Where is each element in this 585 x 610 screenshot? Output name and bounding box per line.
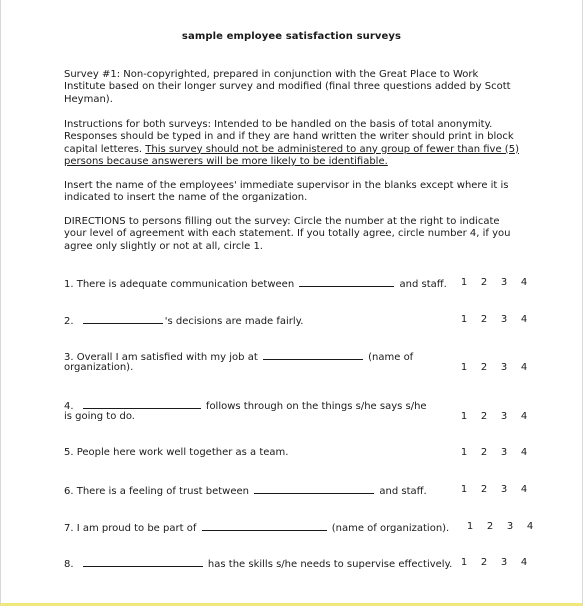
intro-line: Institute based on their longer survey and modified (final three questions added by Scott [64, 81, 511, 93]
instructions-warning: This survey should not be administered to any group of fewer than five (5) [145, 143, 519, 155]
insert-note-paragraph [64, 180, 534, 205]
rating-1[interactable]: 1 [460, 447, 468, 458]
question-text: and staff. [379, 486, 427, 497]
rating-3[interactable]: 3 [500, 277, 508, 288]
answer-blank[interactable] [299, 277, 394, 287]
rating-3[interactable]: 3 [500, 314, 508, 325]
rating-2[interactable]: 2 [480, 447, 488, 458]
rating-1[interactable]: 1 [460, 362, 468, 374]
rating-scale [454, 277, 534, 289]
rating-3[interactable]: 3 [500, 484, 508, 495]
rating-scale [454, 484, 534, 496]
question-text: has the skills s/he needs to supervise effectively. [207, 559, 453, 570]
intro-paragraph [64, 69, 534, 106]
rating-2[interactable]: 2 [480, 484, 488, 495]
instructions-line: Instructions for both surveys: Intended to be handled on the basis of total anonymity. [64, 119, 493, 130]
answer-blank[interactable] [254, 484, 374, 494]
rating-4[interactable]: 4 [520, 484, 528, 495]
question-2 [64, 314, 534, 326]
question-text: (name of organization). [331, 523, 450, 534]
question-text: 8. [64, 559, 74, 570]
rating-4[interactable]: 4 [520, 557, 528, 568]
rating-3[interactable]: 3 [500, 557, 508, 568]
rating-1[interactable]: 1 [466, 521, 474, 532]
intro-line: Survey #1: Non-copyrighted, prepared in conjunction with the Great Place to Work [64, 69, 479, 80]
directions-line: DIRECTIONS to persons filling out the survey: Circle the number at the right to indicate [64, 216, 500, 227]
question-text: 2. [64, 316, 74, 327]
rating-4[interactable]: 4 [520, 362, 528, 374]
answer-blank[interactable] [83, 399, 201, 409]
intro-line: Heyman). [64, 93, 113, 105]
rating-4[interactable]: 4 [526, 521, 534, 532]
rating-4[interactable]: 4 [520, 314, 528, 325]
page-title: sample employee satisfaction surveys [181, 31, 402, 42]
question-text: 5. People here work well together as a team. [64, 447, 289, 458]
rating-scale [454, 447, 534, 459]
instructions-line [64, 144, 534, 156]
directions-line: your level of agreement with each statement. If you totally agree, circle number 4, if you [64, 228, 511, 240]
question-text: and staff. [399, 279, 447, 290]
question-text: (name of [368, 352, 414, 363]
instructions-line: Responses should be typed in and if they are hand written the writer should print in block [64, 131, 514, 143]
question-text: 4. [64, 401, 74, 412]
rating-1[interactable]: 1 [460, 484, 468, 495]
insert-note-line: indicated to insert the name of the organization. [64, 192, 308, 204]
rating-4[interactable]: 4 [520, 411, 528, 423]
rating-2[interactable]: 2 [486, 521, 494, 532]
answer-blank[interactable] [83, 314, 163, 324]
rating-scale [460, 521, 540, 533]
rating-3[interactable]: 3 [500, 411, 508, 423]
question-1 [64, 277, 534, 289]
rating-2[interactable]: 2 [480, 314, 488, 325]
rating-2[interactable]: 2 [480, 362, 488, 374]
rating-3[interactable]: 3 [500, 362, 508, 374]
rating-2[interactable]: 2 [480, 277, 488, 288]
question-3 [64, 350, 534, 375]
rating-3[interactable]: 3 [506, 521, 514, 532]
instructions-paragraph [64, 119, 534, 168]
rating-scale [454, 411, 534, 423]
answer-blank[interactable] [263, 350, 363, 360]
rating-4[interactable]: 4 [520, 277, 528, 288]
directions-line: agree only slightly or not at all, circle 1. [64, 240, 263, 252]
question-text: 3. Overall I am satisfied with my job at [64, 352, 258, 363]
instructions-warning: persons because answerers will be more likely to be identifiable. [64, 155, 388, 167]
question-6 [64, 484, 534, 496]
question-text: 6. There is a feeling of trust between [64, 486, 249, 497]
question-7 [64, 521, 534, 533]
question-5 [64, 447, 534, 459]
rating-1[interactable]: 1 [460, 314, 468, 325]
rating-scale [454, 557, 534, 569]
question-text: 1. There is adequate communication between [64, 279, 295, 290]
question-8 [64, 557, 534, 569]
rating-scale [454, 314, 534, 326]
question-text: is going to do. [64, 411, 135, 423]
rating-4[interactable]: 4 [520, 447, 528, 458]
rating-1[interactable]: 1 [460, 557, 468, 568]
question-text: follows through on the things s/he says s/he [205, 401, 427, 412]
answer-blank[interactable] [202, 521, 327, 531]
question-text: 's decisions are made fairly. [164, 316, 304, 327]
rating-1[interactable]: 1 [460, 411, 468, 423]
directions-paragraph [64, 216, 534, 253]
rating-2[interactable]: 2 [480, 557, 488, 568]
rating-2[interactable]: 2 [480, 411, 488, 423]
instructions-text: capital letteres. [64, 143, 146, 155]
question-text: 7. I am proud to be part of [64, 523, 197, 534]
insert-note-line: Insert the name of the employees' immediate supervisor in the blanks except where it is [64, 180, 509, 191]
rating-scale [454, 362, 534, 374]
rating-1[interactable]: 1 [460, 277, 468, 288]
rating-3[interactable]: 3 [500, 447, 508, 458]
question-4 [64, 399, 534, 424]
answer-blank[interactable] [83, 557, 203, 567]
question-text: organization). [64, 362, 134, 374]
